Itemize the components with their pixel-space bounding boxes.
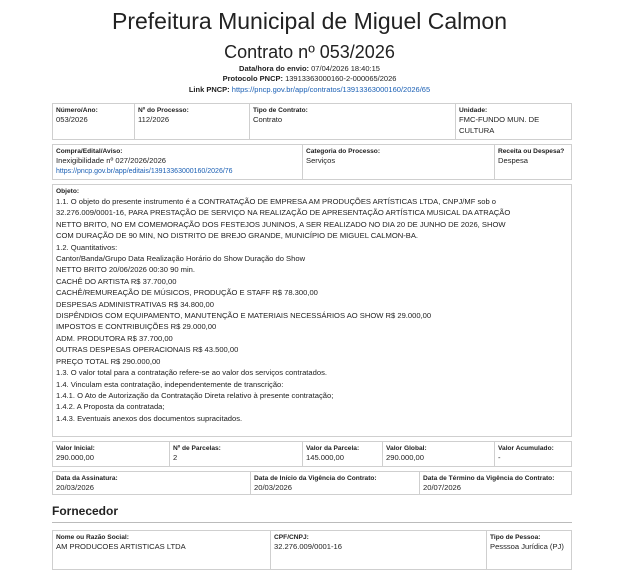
valor-inicial-label: Valor Inicial: xyxy=(56,445,95,452)
valor-acumulado-cell xyxy=(494,441,572,467)
categoria-value: Serviços xyxy=(306,156,336,165)
valor-inicial-cell xyxy=(52,441,170,467)
inicio-vigencia-value: 20/03/2026 xyxy=(254,483,293,492)
objeto-line: 32.276.009/0001-16, PARA PRESTAÇÃO DE SERVIÇO NA REALIZAÇÃO DE APRESENTAÇÃO ARTÍSTICA MUSICAL DA ATRAÇÃO xyxy=(56,208,511,218)
cnpj-label: CPF/CNPJ: xyxy=(274,534,309,541)
compra-label: Compra/Edital/Aviso: xyxy=(56,148,123,155)
objeto-line: NETTO BRITO, NO EM COMEMORAÇÃO DOS FESTEJOS JUNINOS, A SER REALIZADO NO DIA 20 DE JUNHO DE 2026, SHOW xyxy=(56,219,506,229)
processo-value: 112/2026 xyxy=(138,115,170,124)
objeto-line: PREÇO TOTAL R$ 290.000,00 xyxy=(56,356,161,366)
categoria-label: Categoria do Processo: xyxy=(306,148,381,155)
sent-value: 07/04/2026 18:40:15 xyxy=(311,64,380,73)
objeto-line: 1.1. O objeto do presente instrumento é a CONTRATAÇÃO DE EMPRESA AM PRODUÇÕES ARTÍSTICAS LTDA, CNPJ/MF sob o xyxy=(56,197,497,206)
valor-global-cell xyxy=(382,441,495,467)
valor-global-value: 290.000,00 xyxy=(386,453,425,462)
objeto-line: CACHÊ DO ARTISTA R$ 37.700,00 xyxy=(56,276,177,286)
objeto-line: CACHÊ/REMUREAÇÃO DE MÚSICOS, PRODUÇÃO E STAFF R$ 78.300,00 xyxy=(56,288,318,298)
objeto-line: 1.4.2. A Proposta da contratada; xyxy=(56,402,165,412)
objeto-line: ADM. PRODUTORA R$ 37.700,00 xyxy=(56,333,173,343)
tipo-contrato-label: Tipo de Contrato: xyxy=(253,107,308,114)
termino-vigencia-cell xyxy=(419,471,572,495)
inicio-vigencia-cell xyxy=(250,471,420,495)
pncp-link-row xyxy=(0,85,619,95)
nome-value: AM PRODUCOES ARTISTICAS LTDA xyxy=(56,542,186,551)
page-title: Prefeitura Municipal de Miguel Calmon xyxy=(111,8,508,34)
valor-parcela-value: 145.000,00 xyxy=(306,453,345,462)
processo-label: Nº do Processo: xyxy=(138,107,189,114)
unidade-value: FMC-FUNDO MUN. DE CULTURA xyxy=(459,115,540,135)
tipo-pessoa-label: Tipo de Pessoa: xyxy=(490,534,541,541)
unidade-label: Unidade: xyxy=(459,107,488,114)
assinatura-cell xyxy=(52,471,251,495)
compra-link[interactable]: https://pncp.gov.br/app/editais/13913363000160/2026/76 xyxy=(56,167,233,175)
numero-value: 053/2026 xyxy=(56,115,88,124)
tipo-pessoa-cell xyxy=(486,530,572,570)
sent-datetime xyxy=(0,64,619,74)
objeto-line: IMPOSTOS E CONTRIBUIÇÕES R$ 29.000,00 xyxy=(56,322,217,332)
objeto-line: COM DURAÇÃO DE 90 MIN, NO DISTRITO DE BREJO GRANDE, MUNICÍPIO DE MIGUEL CALMON-BA. xyxy=(56,231,419,241)
numero-label: Número/Ano: xyxy=(56,107,98,114)
valor-acumulado-label: Valor Acumulado: xyxy=(498,445,554,452)
parcelas-cell xyxy=(169,441,303,467)
processo-cell xyxy=(134,103,250,140)
assinatura-label: Data da Assinatura: xyxy=(56,475,118,482)
termino-vigencia-value: 20/07/2026 xyxy=(423,483,462,492)
link-label: Link PNCP: xyxy=(188,85,230,94)
objeto-line: NETTO BRITO 20/06/2026 00:30 90 min. xyxy=(56,265,196,275)
numero-cell xyxy=(52,103,135,140)
objeto-line: 1.3. O valor total para a contratação refere-se ao valor dos serviços contratados. xyxy=(56,368,327,378)
tipo-contrato-value: Contrato xyxy=(253,115,283,124)
objeto-line: 1.2. Quantitativos: xyxy=(56,242,118,252)
inicio-vigencia-label: Data de Início da Vigência do Contrato: xyxy=(254,475,377,482)
cnpj-cell xyxy=(270,530,487,570)
valor-parcela-cell xyxy=(302,441,383,467)
compra-value: Inexigibilidade nº 027/2026/2026 xyxy=(56,156,167,165)
pncp-protocol xyxy=(0,74,619,84)
termino-vigencia-label: Data de Término da Vigência do Contrato: xyxy=(423,475,555,482)
objeto-text xyxy=(56,196,568,424)
parcelas-value: 2 xyxy=(173,453,178,462)
valor-parcela-label: Valor da Parcela: xyxy=(306,445,360,452)
pncp-value: 13913363000160-2-000065/2026 xyxy=(285,74,397,83)
valor-inicial-value: 290.000,00 xyxy=(56,453,95,462)
unidade-cell xyxy=(455,103,572,140)
tipo-contrato-cell xyxy=(249,103,456,140)
objeto-line: Cantor/Banda/Grupo Data Realização Horário do Show Duração do Show xyxy=(56,254,306,264)
pncp-label: Protocolo PNCP: xyxy=(222,74,283,83)
nome-label: Nome ou Razão Social: xyxy=(56,534,129,541)
nome-cell xyxy=(52,530,271,570)
compra-cell xyxy=(52,144,303,180)
receita-cell xyxy=(494,144,572,180)
fornecedor-heading: Fornecedor xyxy=(52,504,119,518)
receita-value: Despesa xyxy=(498,156,528,165)
objeto-line: OUTRAS DESPESAS OPERACIONAIS R$ 43.500,00 xyxy=(56,345,239,355)
objeto-line: DISPÊNDIOS COM EQUIPAMENTO, MANUTENÇÃO E MATERIAIS NECESSÁRIOS AO SHOW R$ 29.000,00 xyxy=(56,311,432,321)
pncp-link[interactable]: https://pncp.gov.br/app/contratos/13913363000160/2026/65 xyxy=(231,85,431,94)
sent-label: Data/hora do envio: xyxy=(239,64,310,73)
objeto-cell xyxy=(52,184,572,437)
objeto-line: 1.4.3. Eventuais anexos dos documentos supracitados. xyxy=(56,413,243,423)
objeto-line: DESPESAS ADMINISTRATIVAS R$ 34.800,00 xyxy=(56,299,214,309)
valor-global-label: Valor Global: xyxy=(386,445,427,452)
parcelas-label: Nº de Parcelas: xyxy=(173,445,221,452)
valor-acumulado-value: - xyxy=(498,453,501,462)
objeto-line: 1.4. Vinculam esta contratação, independentemente de transcrição: xyxy=(56,379,284,389)
cnpj-value: 32.276.009/0001-16 xyxy=(274,542,342,551)
objeto-line: 1.4.1. O Ato de Autorização da Contratação Direta relativo à presente contratação; xyxy=(56,390,334,400)
receita-label: Receita ou Despesa? xyxy=(498,148,565,155)
assinatura-value: 20/03/2026 xyxy=(56,483,95,492)
contract-number-heading: Contrato nº 053/2026 xyxy=(224,42,395,62)
section-divider xyxy=(52,522,572,523)
objeto-label: Objeto: xyxy=(56,188,80,195)
tipo-pessoa-value: Pesssoa Jurídica (PJ) xyxy=(490,542,564,551)
categoria-cell xyxy=(302,144,495,180)
